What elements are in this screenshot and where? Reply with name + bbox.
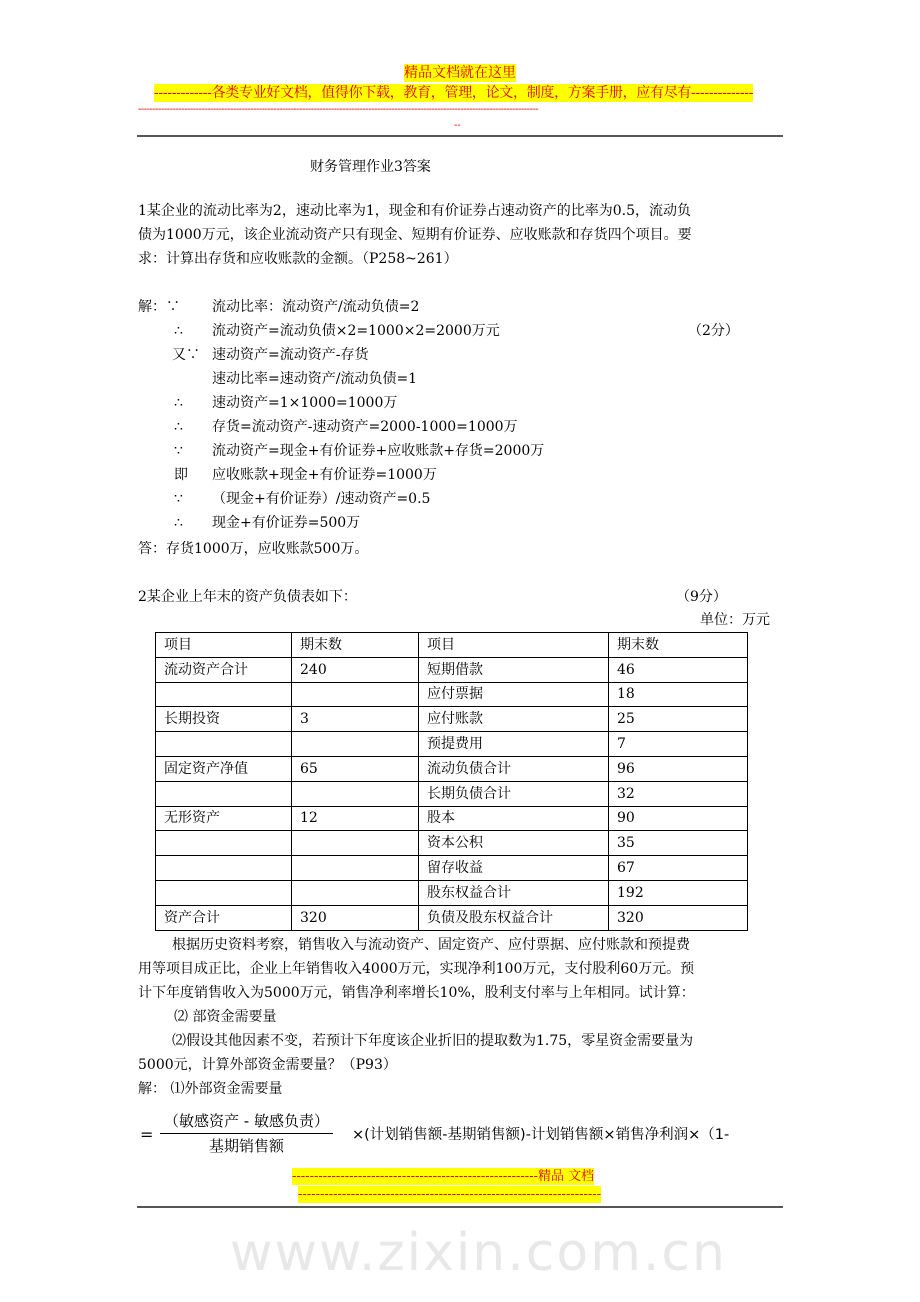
table-row	[156, 657, 748, 682]
step-symbol: ∴	[174, 395, 183, 411]
table-cell: 240	[292, 657, 419, 682]
question-2-line: ⑵假设其他因素不变，若预计下年度该企业折旧的提取数为1.75，零星资金需要量为	[172, 1033, 694, 1049]
table-cell: 流动资产合计	[156, 657, 292, 682]
table-cell	[292, 682, 419, 707]
table-row	[156, 781, 748, 806]
question-2-line: 计下年度销售收入为5000万元，销售净利率增长10%，股利支付率与上年相同。试计算：	[138, 985, 695, 1001]
table-cell: 应付账款	[419, 707, 609, 732]
table-cell	[292, 732, 419, 757]
table-row	[156, 831, 748, 856]
step-text: 流动资产=流动负债×2=1000×2=2000万元	[212, 323, 500, 339]
table-cell: 长期投资	[156, 707, 292, 732]
table-cell	[156, 732, 292, 757]
table-cell	[156, 831, 292, 856]
table-row	[156, 806, 748, 831]
table-row	[156, 732, 748, 757]
formula-equals: =	[140, 1125, 154, 1144]
step-text: 现金+有价证券=500万	[212, 515, 361, 531]
banner-subtitle: -------------各类专业好文档，值得你下载，教育，管理，论文，制度，方案手册，应有尽有--------------	[154, 85, 754, 101]
table-cell: 96	[609, 756, 748, 781]
step-text: 应收账款+现金+有价证券=1000万	[212, 467, 437, 483]
table-cell: 股本	[419, 806, 609, 831]
table-cell: 18	[609, 682, 748, 707]
table-cell: 90	[609, 806, 748, 831]
formula-fraction	[160, 1112, 333, 1155]
step-symbol: 即	[174, 467, 188, 483]
watermark: www.zixin.com.cn	[230, 1223, 727, 1283]
table-row	[156, 856, 748, 881]
dash-tail: --	[454, 120, 461, 131]
page-title: 财务管理作业3答案	[310, 159, 431, 175]
table-cell	[292, 856, 419, 881]
table-cell: 32	[609, 781, 748, 806]
unit-label: 单位：万元	[700, 612, 770, 628]
table-cell: 期末数	[609, 633, 748, 658]
table-row	[156, 707, 748, 732]
table-cell: 期末数	[292, 633, 419, 658]
step-text: 流动比率：流动资产/流动负债=2	[212, 299, 420, 315]
step-text: 速动比率=速动资产/流动负债=1	[212, 371, 418, 387]
dash-line: -------------------------------------------------------------------------------------------------------------------------------------------	[138, 104, 539, 115]
formula-rest: ×(计划销售额-基期销售额)-计划销售额×销售净利润×（1-	[352, 1127, 730, 1143]
table-cell	[292, 880, 419, 905]
table-cell: 项目	[419, 633, 609, 658]
step-symbol: ∵	[174, 491, 183, 507]
table-cell: 25	[609, 707, 748, 732]
table-cell: 固定资产净值	[156, 756, 292, 781]
step-symbol: 又∵	[172, 347, 200, 363]
step-text: 速动资产=1×1000=1000万	[212, 395, 398, 411]
step-symbol: ∴	[174, 323, 183, 339]
table-cell: 留存收益	[419, 856, 609, 881]
table-cell: 应付票据	[419, 682, 609, 707]
footer-line-2: ---------------------------------------------------------------------	[298, 1187, 602, 1202]
table-cell: 项目	[156, 633, 292, 658]
table-header-row	[156, 633, 748, 658]
score-q2: （9分）	[676, 589, 727, 605]
table-cell: 7	[609, 732, 748, 757]
table-cell: 预提费用	[419, 732, 609, 757]
table-cell: 流动负债合计	[419, 756, 609, 781]
table-cell: 3	[292, 707, 419, 732]
table-cell: 股东权益合计	[419, 880, 609, 905]
question-2-line: 5000元，计算外部资金需要量？（P93）	[138, 1057, 397, 1073]
table-cell: 320	[292, 905, 419, 930]
step-text: （现金+有价证券）/速动资产=0.5	[212, 491, 431, 507]
header-rule	[137, 135, 783, 137]
table-cell: 67	[609, 856, 748, 881]
footer-line-1: --------------------------------------------------------精品 文档	[292, 1169, 595, 1184]
step-symbol: ∴	[174, 515, 183, 531]
table-row	[156, 905, 748, 930]
table-cell: 负债及股东权益合计	[419, 905, 609, 930]
table-cell: 46	[609, 657, 748, 682]
table-cell: 短期借款	[419, 657, 609, 682]
table-cell: 65	[292, 756, 419, 781]
score-q1: （2分）	[688, 323, 739, 339]
formula-numerator: （敏感资产 - 敏感负责）	[160, 1112, 333, 1134]
step-text: 速动资产=流动资产-存货	[212, 347, 369, 363]
table-cell: 35	[609, 831, 748, 856]
step-text: 流动资产=现金+有价证券+应收账款+存货=2000万	[212, 443, 545, 459]
table-cell	[292, 831, 419, 856]
banner-title: 精品文档就在这里	[404, 65, 516, 81]
table-cell: 无形资产	[156, 806, 292, 831]
table-cell	[156, 880, 292, 905]
question-2-intro: 2某企业上年末的资产负债表如下：	[138, 589, 357, 605]
table-row	[156, 756, 748, 781]
table-cell	[156, 682, 292, 707]
step-symbol: ∴	[174, 419, 183, 435]
table-cell: 320	[609, 905, 748, 930]
question-2-line: ⑵ 部资金需要量	[174, 1009, 277, 1025]
question-2-line: 用等项目成正比，企业上年销售收入4000万元，实现净利100万元，支付股利60万元。预	[138, 961, 695, 977]
solution-2-heading: 解： ⑴外部资金需要量	[138, 1081, 283, 1097]
question-1-line: 债为1000万元，该企业流动资产只有现金、短期有价证券、应收账款和存货四个项目。要	[138, 227, 692, 243]
footer-rule	[137, 1206, 783, 1208]
balance-sheet-table	[155, 632, 748, 931]
step-text: 存货=流动资产-速动资产=2000-1000=1000万	[212, 419, 518, 435]
table-cell: 192	[609, 880, 748, 905]
question-2-line: 根据历史资料考察，销售收入与流动资产、固定资产、应付票据、应付账款和预提费	[172, 937, 690, 953]
question-1-line: 1某企业的流动比率为2，速动比率为1，现金和有价证券占速动资产的比率为0.5，流动负	[138, 203, 691, 219]
table-cell: 资本公积	[419, 831, 609, 856]
table-row	[156, 880, 748, 905]
table-cell	[156, 856, 292, 881]
table-cell: 长期负债合计	[419, 781, 609, 806]
step-symbol: 解：∵	[138, 299, 180, 315]
table-cell: 12	[292, 806, 419, 831]
table-row	[156, 682, 748, 707]
formula-denominator: 基期销售额	[208, 1137, 284, 1155]
table-cell: 资产合计	[156, 905, 292, 930]
table-cell	[292, 781, 419, 806]
question-1-line: 求：计算出存货和应收账款的金额。（P258~261）	[138, 251, 458, 267]
table-cell	[156, 781, 292, 806]
step-symbol: ∵	[174, 443, 183, 459]
answer-1: 答：存货1000万，应收账款500万。	[138, 541, 369, 557]
